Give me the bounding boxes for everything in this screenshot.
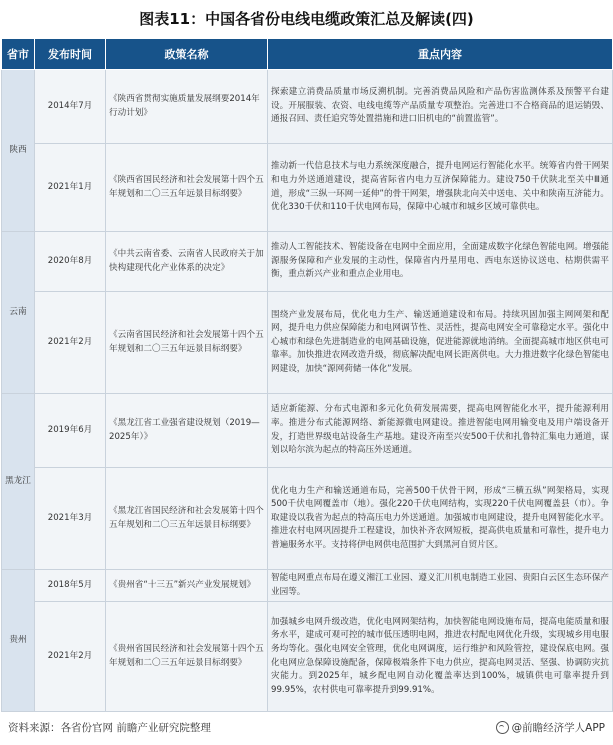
chart-title: 图表11：中国各省份电线电缆政策汇总及解读(四)	[139, 10, 474, 28]
content-cell: 优化电力生产和输送通道布局，完善500千伏骨干网，形成“三横五纵”网架格局，实现500千伏电网覆盖市（地）。强化220千伏电网结构，实现220千伏电网覆盖县（市）。争取建设以我省为起点的特高压电力外送通道。加强城市电网建设，提升电网智能化水平。推进农村电网巩固提升工程建设，加快补齐农网短板，提高供电质量和可靠性，提升电力普遍服务水平。支持将伊电网供电范围扩大到黑河自贸片区。	[268, 468, 613, 570]
content-cell: 适应新能源、分布式电源和多元化负荷发展需要，提高电网智能化水平，提升能源利用率。推进分布式能源网络、新能源微电网建设。推进智能电网用输变电及用户端设备开发，打造世界级电站设备生产基地。建设齐南至兴安500千伏和扎鲁特汇集电力通道，谋划以哈尔滨为起点的特高压外送通道。	[268, 394, 613, 468]
policy-table	[1, 38, 613, 712]
province-cell: 云南	[2, 232, 35, 394]
table-row	[2, 602, 613, 712]
province-cell: 黑龙江	[2, 394, 35, 570]
header-policy: 政策名称	[106, 39, 268, 70]
table-row	[2, 394, 613, 468]
content-cell: 加强城乡电网升级改造，优化电网网架结构，加快智能电网设施布局，提高电能质量和服务水平，建成可观可控的城市低压透明电网，推进农村配电网优化升级，实现城乡用电服务均等化。强化电网安全管理，优化电网调度，运行维护和风险管控，建设保底电网。强化电网应急保障设施配备，保障极端条件下电力供应，提高电网灵活、坚强、协调防灾抗灾能力。到2025年，城乡配电网自动化覆盖率达到100%，城镇供电可靠率提升到99.95%，农村供电可靠率提升到99.91%。	[268, 602, 613, 712]
content-cell: 探索建立消费品质量市场反溯机制。完善消费品风险和产品伤害监测体系及预警平台建设。开展服装、农资、电线电缆等产品质量专项整治。完善进口不合格商品的退运销毁、通报召回、责任追究等处置措施和进口旧机电的“前置监管”。	[268, 70, 613, 144]
policy-cell: 《贵州省国民经济和社会发展第十四个五年规划和二〇三五年远景目标纲要》	[106, 602, 268, 712]
content-cell: 推动人工智能技术、智能设备在电网中全面应用，全面建成数字化绿色智能电网。增强能源服务保障和产业发展的主动性，保障省内丹星用电、西电东送协议送电、枯期供需平衡，重点新兴产业和重点企业用电。	[268, 232, 613, 292]
date-cell: 2019年6月	[35, 394, 106, 468]
date-cell: 2020年8月	[35, 232, 106, 292]
policy-cell: 《中共云南省委、云南省人民政府关于加快构建现代化产业体系的决定》	[106, 232, 268, 292]
date-cell: 2021年2月	[35, 292, 106, 394]
content-cell: 推动新一代信息技术与电力系统深度融合，提升电网运行智能化水平。统筹省内骨干网架和电力外送通道建设，提高省际省内电力互济保障能力。建设750千伏陕北至关中Ⅲ通道，形成“三纵一环网一延伸”的骨干网架，增强陕北向关中送电、关中和陕南互济能力。优化330千伏和110千伏电网布局，保障中心城市和城乡区域可靠供电。	[268, 144, 613, 232]
policy-cell: 《云南省国民经济和社会发展第十四个五年规划和二〇三五年远景目标纲要》	[106, 292, 268, 394]
table-header-row	[2, 39, 613, 70]
table-row	[2, 292, 613, 394]
brand-label: @前瞻经济学人APP	[511, 722, 605, 734]
policy-cell: 《陕西省贯彻实施质量发展纲要2014年行动计划》	[106, 70, 268, 144]
content-cell: 智能电网重点布局在遵义湘江工业园、遵义汇川机电制造工业园、贵阳白云区生态环保产业园等。	[268, 570, 613, 602]
qianzhan-logo-icon	[496, 721, 509, 734]
source-note: 资料来源：各省份官网 前瞻产业研究院整理	[8, 722, 211, 734]
footer	[0, 710, 613, 745]
date-cell: 2021年2月	[35, 602, 106, 712]
table-row	[2, 144, 613, 232]
date-cell: 2014年7月	[35, 70, 106, 144]
province-cell: 贵州	[2, 570, 35, 712]
date-cell: 2018年5月	[35, 570, 106, 602]
province-cell: 陕西	[2, 70, 35, 232]
table-row	[2, 468, 613, 570]
content-cell: 围绕产业发展布局，优化电力生产、输送通道建设和布局。持续巩固加强主网网架和配网，提升电力供应保障能力和电网调节性、灵活性，提高电网安全可靠稳定水平。强化中心城市和绿色先进制造业的电网基础设施，促进能源就地消纳。全面提高城市地区供电可靠率。加快推进农网改造升级，彻底解决配电网长距离供电。大力推进数字化绿色智能电网建设，加快“源网荷储一体化”发展。	[268, 292, 613, 394]
policy-cell: 《陕西省国民经济和社会发展第十四个五年规划和二〇三五年远景目标纲要》	[106, 144, 268, 232]
header-date: 发布时间	[35, 39, 106, 70]
brand-credit	[496, 720, 605, 735]
table-row	[2, 570, 613, 602]
date-cell: 2021年1月	[35, 144, 106, 232]
policy-cell: 《黑龙江省国民经济和社会发展第十四个五年规划和二〇三五年远景目标纲要》	[106, 468, 268, 570]
header-content: 重点内容	[268, 39, 613, 70]
header-province: 省市	[2, 39, 35, 70]
date-cell: 2021年3月	[35, 468, 106, 570]
table-row	[2, 70, 613, 144]
policy-cell: 《贵州省“十三五”新兴产业发展规划》	[106, 570, 268, 602]
table-row	[2, 232, 613, 292]
policy-cell: 《黑龙江省工业强省建设规划（2019—2025年）》	[106, 394, 268, 468]
